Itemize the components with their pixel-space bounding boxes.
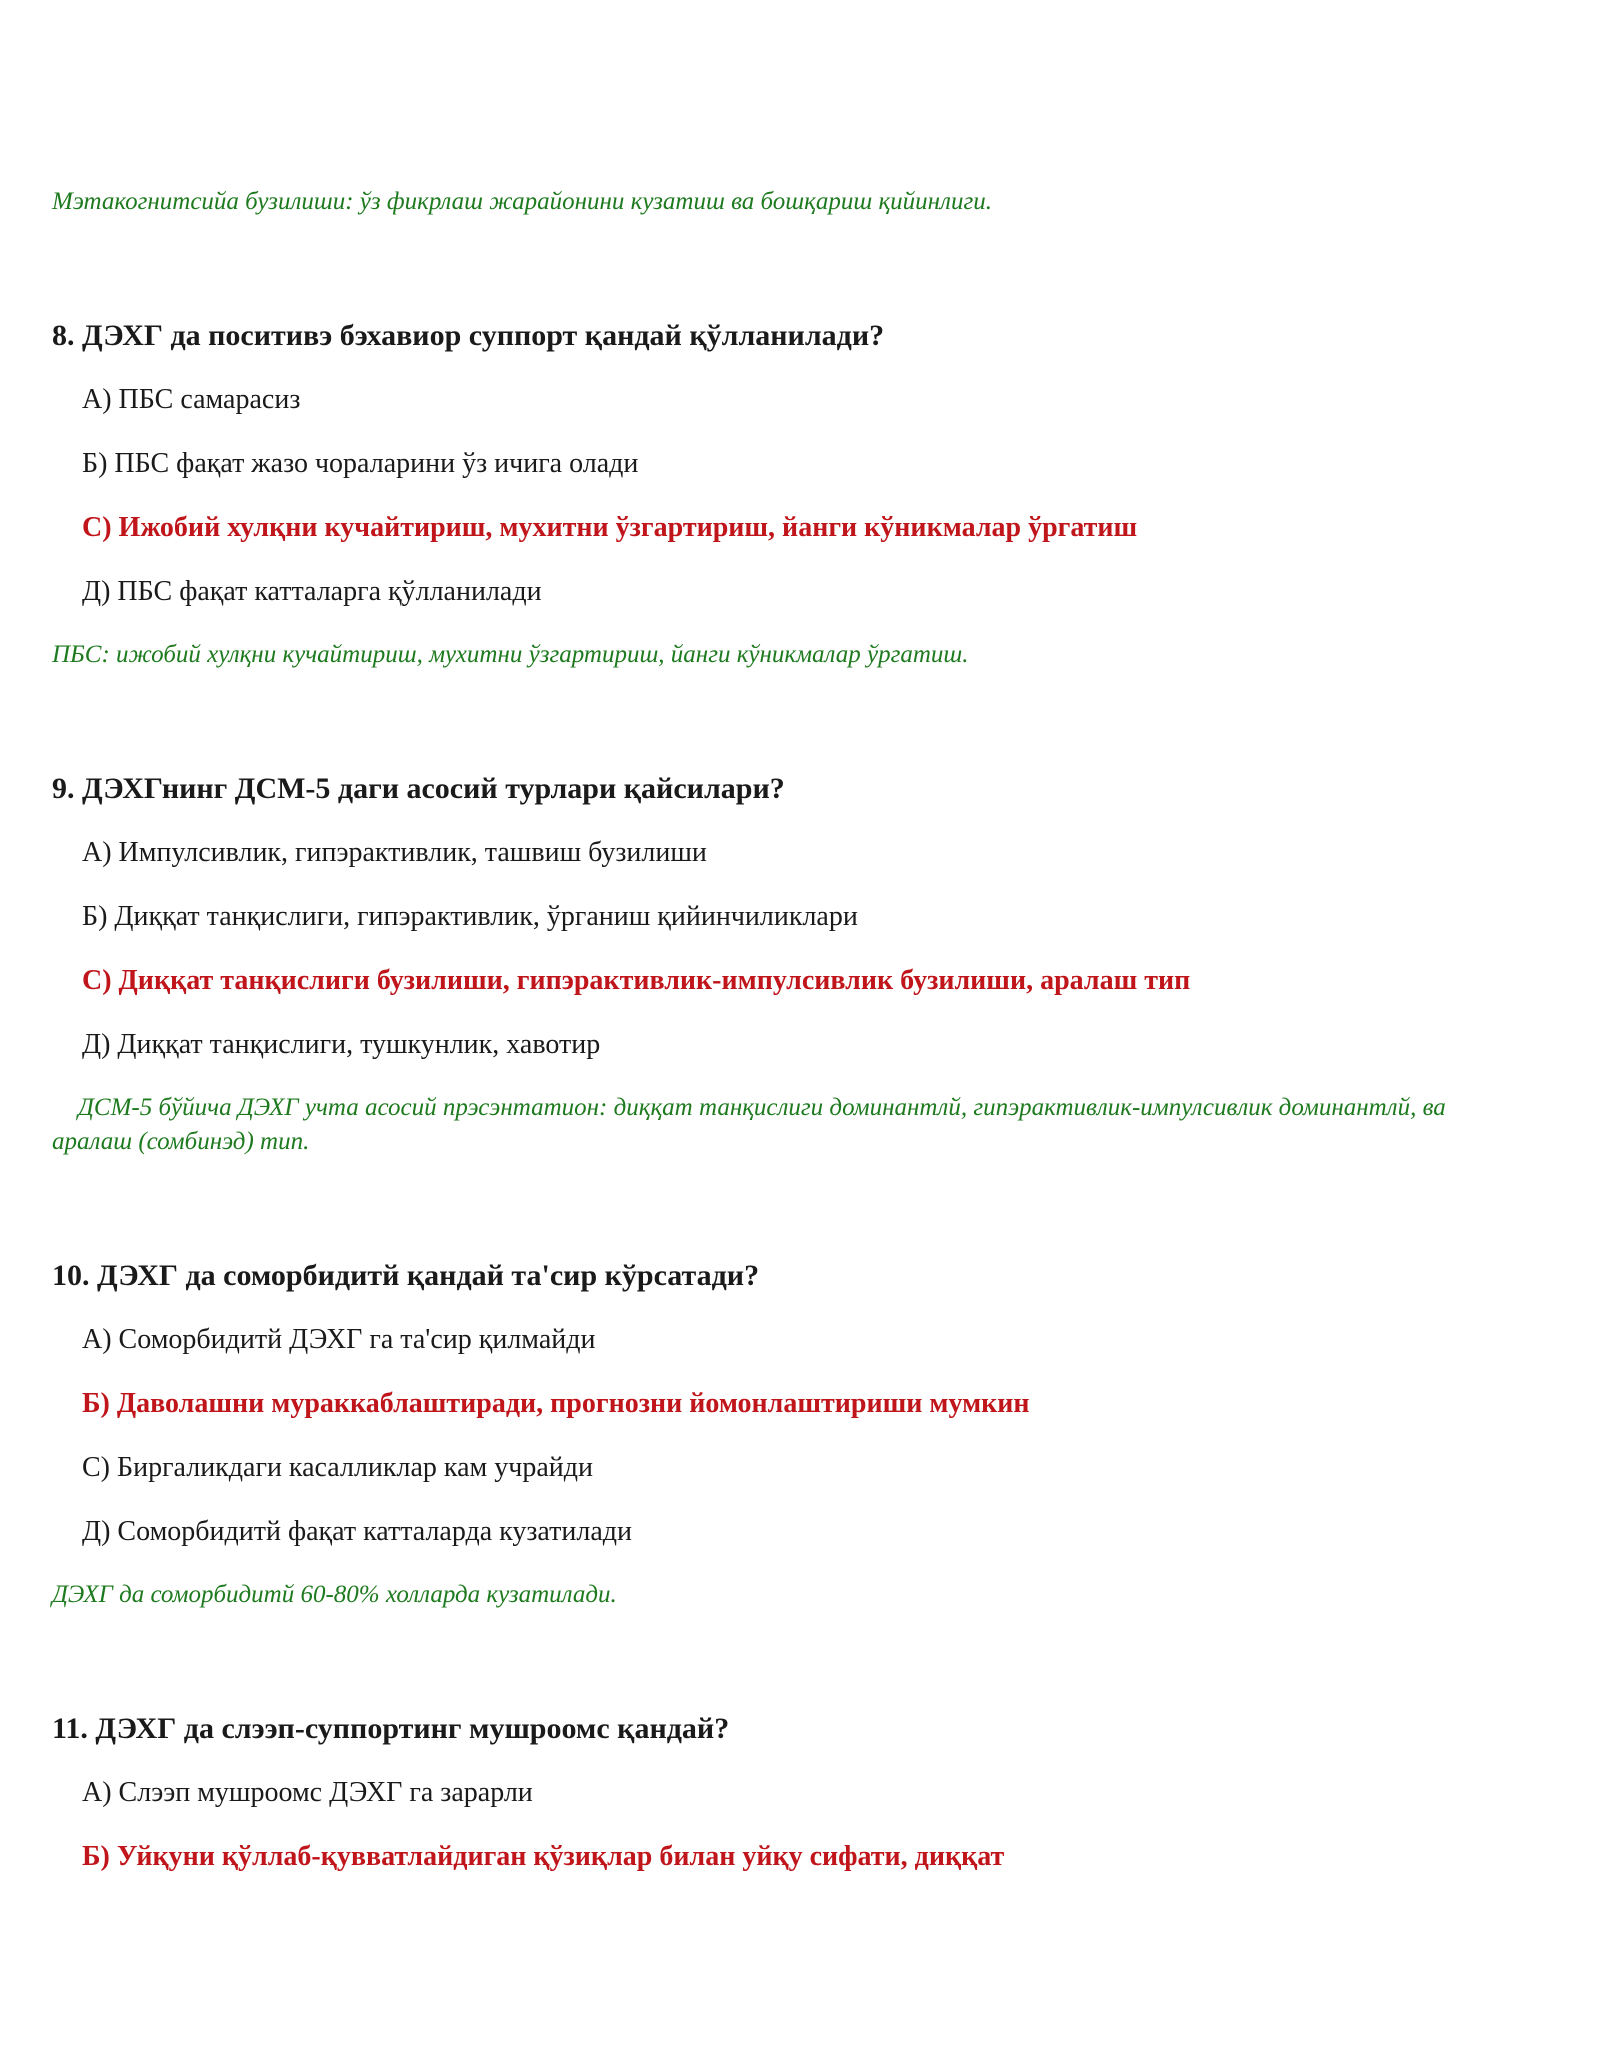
question-8-option-d: Д) ПБС фақат катталарга қўлланилади [82,576,542,607]
explanation-q10: ДЭХГ да соморбидитй 60-80% холларда кузатилади. [52,1581,617,1608]
question-9-option-b: Б) Диққат танқислиги, гипэрактивлик, ўрганиш қийинчиликлари [82,901,858,932]
question-8-option-b: Б) ПБС фақат жазо чораларини ўз ичига олади [82,448,639,479]
question-9-option-c-correct: С) Диққат танқислиги бузилиши, гипэрактивлик-импулсивлик бузилиши, аралаш тип [82,965,1191,996]
question-9-option-a: А) Импулсивлик, гипэрактивлик, ташвиш бузилиши [82,837,707,868]
question-10-option-d: Д) Соморбидитй фақат катталарда кузатилади [82,1516,632,1547]
explanation-q9: ДСМ-5 бўйича ДЭХГ учта асосий прэсэнтатион: диққат танқислиги доминантлй, гипэрактивлик-импулсивлик доминантлй, ва аралаш (сомбинэд) тип. [52,1094,1446,1155]
question-8-option-c-correct: С) Ижобий хулқни кучайтириш, мухитни ўзгартириш, йанги кўникмалар ўргатиш [82,512,1138,543]
question-11-option-a: А) Слээп мушроомс ДЭХГ га зарарли [82,1777,533,1808]
question-10-title: 10. ДЭХГ да соморбидитй қандай та'сир кўрсатади? [52,1259,760,1292]
question-9-option-d: Д) Диққат танқислиги, тушкунлик, хавотир [82,1029,601,1060]
question-11-title: 11. ДЭХГ да слээп-суппортинг мушроомс қандай? [52,1712,730,1745]
question-11-option-b-correct: Б) Уйқуни қўллаб-қувватлайдиган қўзиқлар билан уйқу сифати, диққат [82,1841,1005,1872]
question-10-option-a: А) Соморбидитй ДЭХГ га та'сир қилмайди [82,1324,596,1355]
question-10-option-c: С) Биргаликдаги касалликлар кам учрайди [82,1452,593,1483]
question-9-title: 9. ДЭХГнинг ДСМ-5 даги асосий турлари қайсилари? [52,772,785,805]
question-8-title: 8. ДЭХГ да поситивэ бэхавиор суппорт қандай қўлланилади? [52,319,885,352]
explanation-q7: Мэтакогнитсийа бузилиши: ўз фикрлаш жарайонини кузатиш ва бошқариш қийинлиги. [52,188,992,215]
explanation-q8: ПБС: ижобий хулқни кучайтириш, мухитни ўзгартириш, йанги кўникмалар ўргатиш. [52,641,969,668]
question-10-option-b-correct: Б) Даволашни мураккаблаштиради, прогнозни йомонлаштириши мумкин [82,1388,1030,1419]
question-8-option-a: А) ПБС самарасиз [82,384,301,415]
